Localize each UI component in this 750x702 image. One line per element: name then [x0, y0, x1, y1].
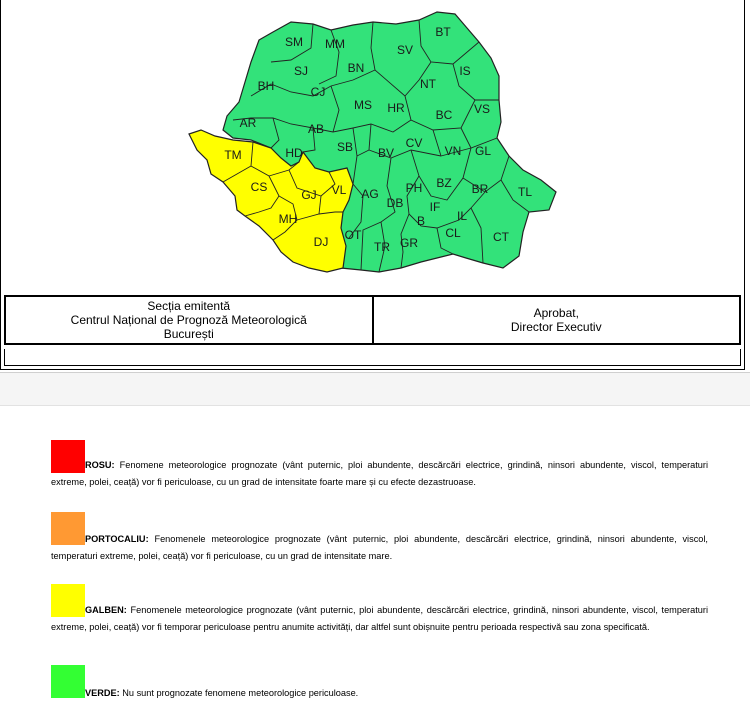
- county-label: CT: [493, 230, 509, 245]
- county-label: GL: [474, 144, 492, 159]
- county-label: B: [416, 214, 426, 229]
- county-label: SJ: [293, 64, 309, 79]
- county-label: SV: [396, 43, 414, 58]
- county-label: IF: [429, 200, 441, 215]
- county-label: TR: [374, 240, 390, 255]
- county-label: HD: [285, 146, 303, 161]
- signature-table: [4, 295, 741, 345]
- county-label: BZ: [436, 176, 452, 191]
- county-label: PH: [405, 181, 423, 196]
- issuing-section-label: Secția emitentă: [147, 299, 231, 313]
- county-label: MS: [354, 98, 372, 113]
- approval-role: Director Executiv: [510, 320, 602, 334]
- approval-cell: [372, 297, 740, 343]
- county-label: NT: [420, 77, 436, 92]
- county-label: VN: [444, 144, 462, 159]
- county-label: BN: [347, 61, 365, 76]
- county-label: DB: [386, 196, 404, 211]
- legend-desc-orange: Fenomenele meteorologice prognozate (vânt puternic, ploi abundente, descărcări electrice, grindină, ninsori abundente, viscol, temperaturi extreme, polei, ceață) vor fi periculoase, cu un grad de intensitate mare.: [51, 534, 708, 561]
- legend-title-red: ROSU:: [85, 460, 115, 470]
- county-label: AR: [239, 116, 257, 131]
- county-label: AG: [361, 187, 379, 202]
- legend-title-green: VERDE:: [85, 688, 120, 698]
- county-label: SM: [285, 35, 303, 50]
- county-label: BT: [435, 25, 451, 40]
- county-label: BC: [435, 108, 453, 123]
- county-label: GJ: [301, 188, 317, 203]
- county-label: TM: [224, 148, 242, 163]
- county-label: AB: [307, 122, 325, 137]
- county-label: SB: [336, 140, 354, 155]
- county-label: CV: [405, 136, 423, 151]
- county-label: OT: [344, 228, 362, 243]
- legend-title-yellow: GALBEN:: [85, 605, 127, 615]
- frame-bottom-row: [4, 349, 741, 366]
- county-label: CJ: [310, 85, 326, 100]
- county-label: HR: [387, 101, 405, 116]
- county-label: MH: [278, 212, 298, 227]
- county-label: MM: [325, 37, 345, 52]
- county-label: BV: [377, 146, 395, 161]
- approval-label: Aprobat,: [533, 306, 579, 320]
- romania-county-map: [1, 0, 746, 290]
- issuing-section-cell: [6, 297, 372, 343]
- legend-desc-red: Fenomene meteorologice prognozate (vânt puternic, ploi abundente, descărcări electrice, grindină, ninsori abundente, viscol, temperaturi extreme, polei, ceață) vor fi periculoase, cu un grad de intensitate foarte mare și cu efecte dezastruoase.: [51, 460, 708, 487]
- warning-map: [1, 0, 746, 290]
- page-separator: [0, 372, 750, 406]
- legend-desc-yellow: Fenomenele meteorologice prognozate (vânt puternic, ploi abundente, descărcări electrice, grindină, ninsori abundente, viscol, temperaturi extreme, polei, ceață) vor fi temporar periculoase pentru anumite activități, dar altfel sunt obișnuite pentru perioada respectivă sau zona specificată.: [51, 605, 708, 632]
- county-label: VS: [473, 102, 491, 117]
- legend-desc-green: Nu sunt prognozate fenomene meteorologice periculoase.: [119, 688, 359, 698]
- issuing-city: București: [163, 327, 214, 341]
- county-label: IS: [459, 64, 471, 79]
- legend-title-orange: PORTOCALIU:: [85, 534, 149, 544]
- county-label: GR: [400, 236, 418, 251]
- county-label: IL: [456, 209, 468, 224]
- issuing-center-name: Centrul Național de Prognoză Meteorologică: [70, 313, 307, 327]
- county-label: VL: [331, 183, 347, 198]
- county-label: BR: [471, 182, 489, 197]
- county-label: CS: [250, 180, 268, 195]
- county-label: DJ: [313, 235, 329, 250]
- county-label: CL: [445, 226, 461, 241]
- county-label: BH: [257, 79, 275, 94]
- county-label: TL: [517, 185, 533, 200]
